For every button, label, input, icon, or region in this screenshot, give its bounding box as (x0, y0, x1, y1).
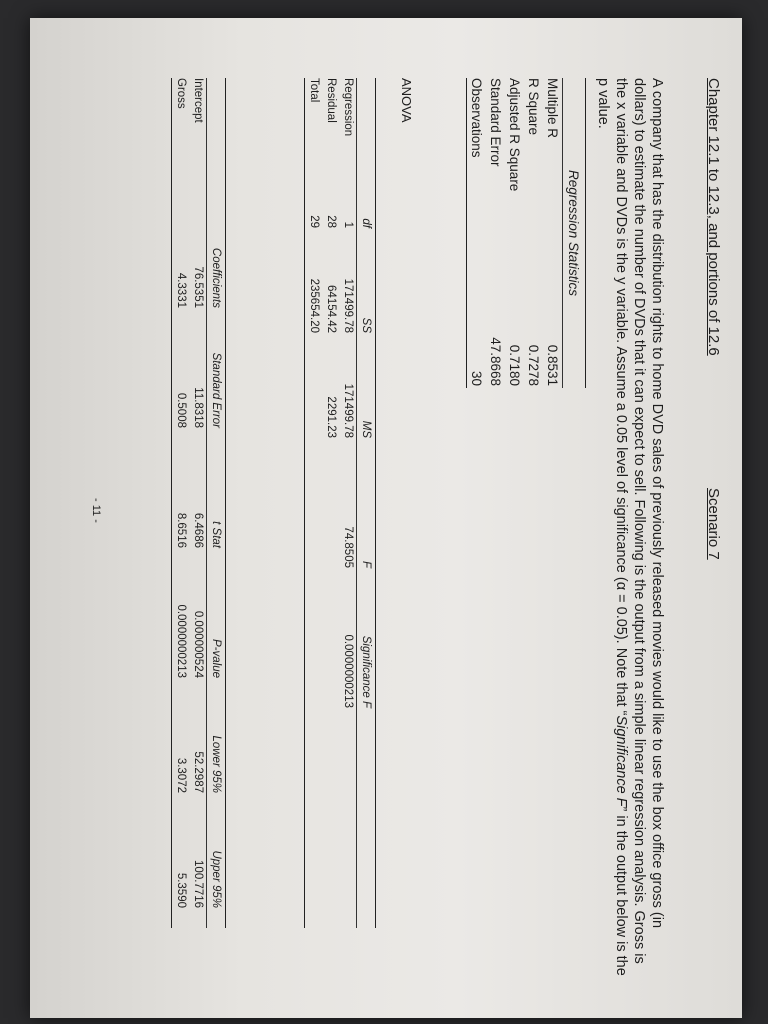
row-label: Regression (342, 78, 354, 137)
coef-header-upper-95: Upper 95% (210, 850, 222, 908)
cell: 5.3590 (175, 872, 187, 908)
stats-row (486, 78, 505, 388)
stats-row (543, 78, 562, 388)
table-header-rule (562, 78, 563, 388)
cell: 2291.23 (325, 396, 337, 438)
stats-row (467, 78, 486, 388)
cell (322, 438, 339, 568)
anova-row-total (305, 78, 322, 928)
anova-heading: ANOVA (399, 78, 414, 123)
anova-header-df: df (360, 218, 372, 228)
coefficients-table (171, 78, 226, 928)
cell: 11.8318 (192, 387, 204, 428)
anova-row-regression (339, 78, 356, 928)
anova-row-residual (322, 78, 339, 928)
page-number: - 11 - (90, 498, 102, 523)
row-label: Intercept (192, 78, 204, 123)
stats-label: Adjusted R Square (507, 78, 522, 192)
cell: 0.5008 (175, 392, 187, 428)
cell: 171499.78 (342, 278, 354, 333)
intro-italic: Significance F (613, 715, 629, 807)
coef-header-p-value: P-value (210, 639, 222, 678)
rotated-page-content (36, 18, 736, 1018)
coef-header (207, 78, 225, 188)
intro-text: A company that has the distribution rights to home DVD sales of previously released movies would like to use the box office gross (in dollars) to estimate the number of DVDs that it can expect to sell. Following is the output from a simple linear regression analysis. Gross is the x variable and DVDs is the y variable. Assume a 0.05 level of significance (α = 0.05). Note that “ (613, 78, 665, 964)
table-top-rule (585, 78, 586, 388)
anova-header (357, 78, 375, 168)
coef-row-gross (172, 78, 189, 928)
anova-header-significance-f: Significance F (360, 635, 372, 708)
row-label: Residual (325, 78, 337, 123)
cell: 64154.42 (325, 285, 337, 333)
cell: 76.5351 (192, 266, 204, 308)
document-page (30, 18, 742, 1018)
cell: 29 (308, 215, 320, 228)
cell: 8.6516 (175, 512, 187, 548)
stats-value: 0.7180 (507, 344, 522, 386)
stats-value: 0.7278 (526, 344, 541, 386)
anova-table (304, 78, 376, 928)
row-label: Gross (175, 78, 187, 109)
scenario-description (594, 78, 666, 978)
row-label: Total (308, 78, 320, 103)
anova-header-f: F (360, 560, 372, 568)
cell: 4.3331 (175, 272, 187, 308)
stats-label: R Square (526, 78, 541, 136)
page-header (696, 78, 736, 978)
cell: 52.2987 (192, 751, 204, 793)
coef-header-t-stat: t Stat (210, 521, 222, 548)
table-top-rule (375, 78, 376, 928)
stats-row (524, 78, 543, 388)
cell: 100.7716 (192, 860, 204, 908)
cell: 74.8505 (342, 526, 354, 568)
coef-header-lower-95: Lower 95% (210, 735, 222, 793)
table-top-rule (225, 78, 226, 928)
anova-header-ss: SS (360, 317, 372, 333)
coef-header-coefficients: Coefficients (210, 247, 222, 308)
anova-header-row (357, 78, 375, 928)
cell: 28 (325, 215, 337, 228)
cell: 171499.78 (342, 383, 354, 438)
cell: 1 (342, 221, 354, 228)
cell: 3.3072 (175, 757, 187, 793)
regression-statistics-title: Regression Statistics (566, 169, 581, 297)
stats-label: Standard Error (488, 78, 503, 167)
cell: 0.0000000213 (342, 634, 354, 708)
coef-row-intercept (189, 78, 206, 928)
cell (322, 568, 339, 708)
chapter-heading: Chapter 12.1 to 12.3, and portions of 12.6 (705, 78, 722, 356)
scenario-heading: Scenario 7 (705, 488, 722, 560)
cell (305, 333, 322, 438)
stats-value: 0.8531 (545, 344, 560, 386)
regression-statistics-table (466, 78, 586, 388)
coefficients-header-row (207, 78, 225, 928)
cell: 0.000000524 (192, 610, 204, 678)
cell (305, 438, 322, 568)
cell: 235654.20 (308, 278, 320, 333)
stats-value: 30 (469, 370, 484, 386)
stats-row (505, 78, 524, 388)
intro-text-end: ” in the output below is the p value. (595, 78, 629, 976)
cell (305, 568, 322, 708)
stats-label: Observations (469, 78, 484, 158)
cell: 0.0000000213 (175, 604, 187, 678)
coef-header-standard-error: Standard Error (210, 352, 222, 428)
anova-header-ms: MS (360, 420, 372, 438)
stats-label: Multiple R (545, 78, 560, 139)
cell: 6.4686 (192, 512, 204, 548)
stats-value: 47.8668 (488, 337, 503, 386)
